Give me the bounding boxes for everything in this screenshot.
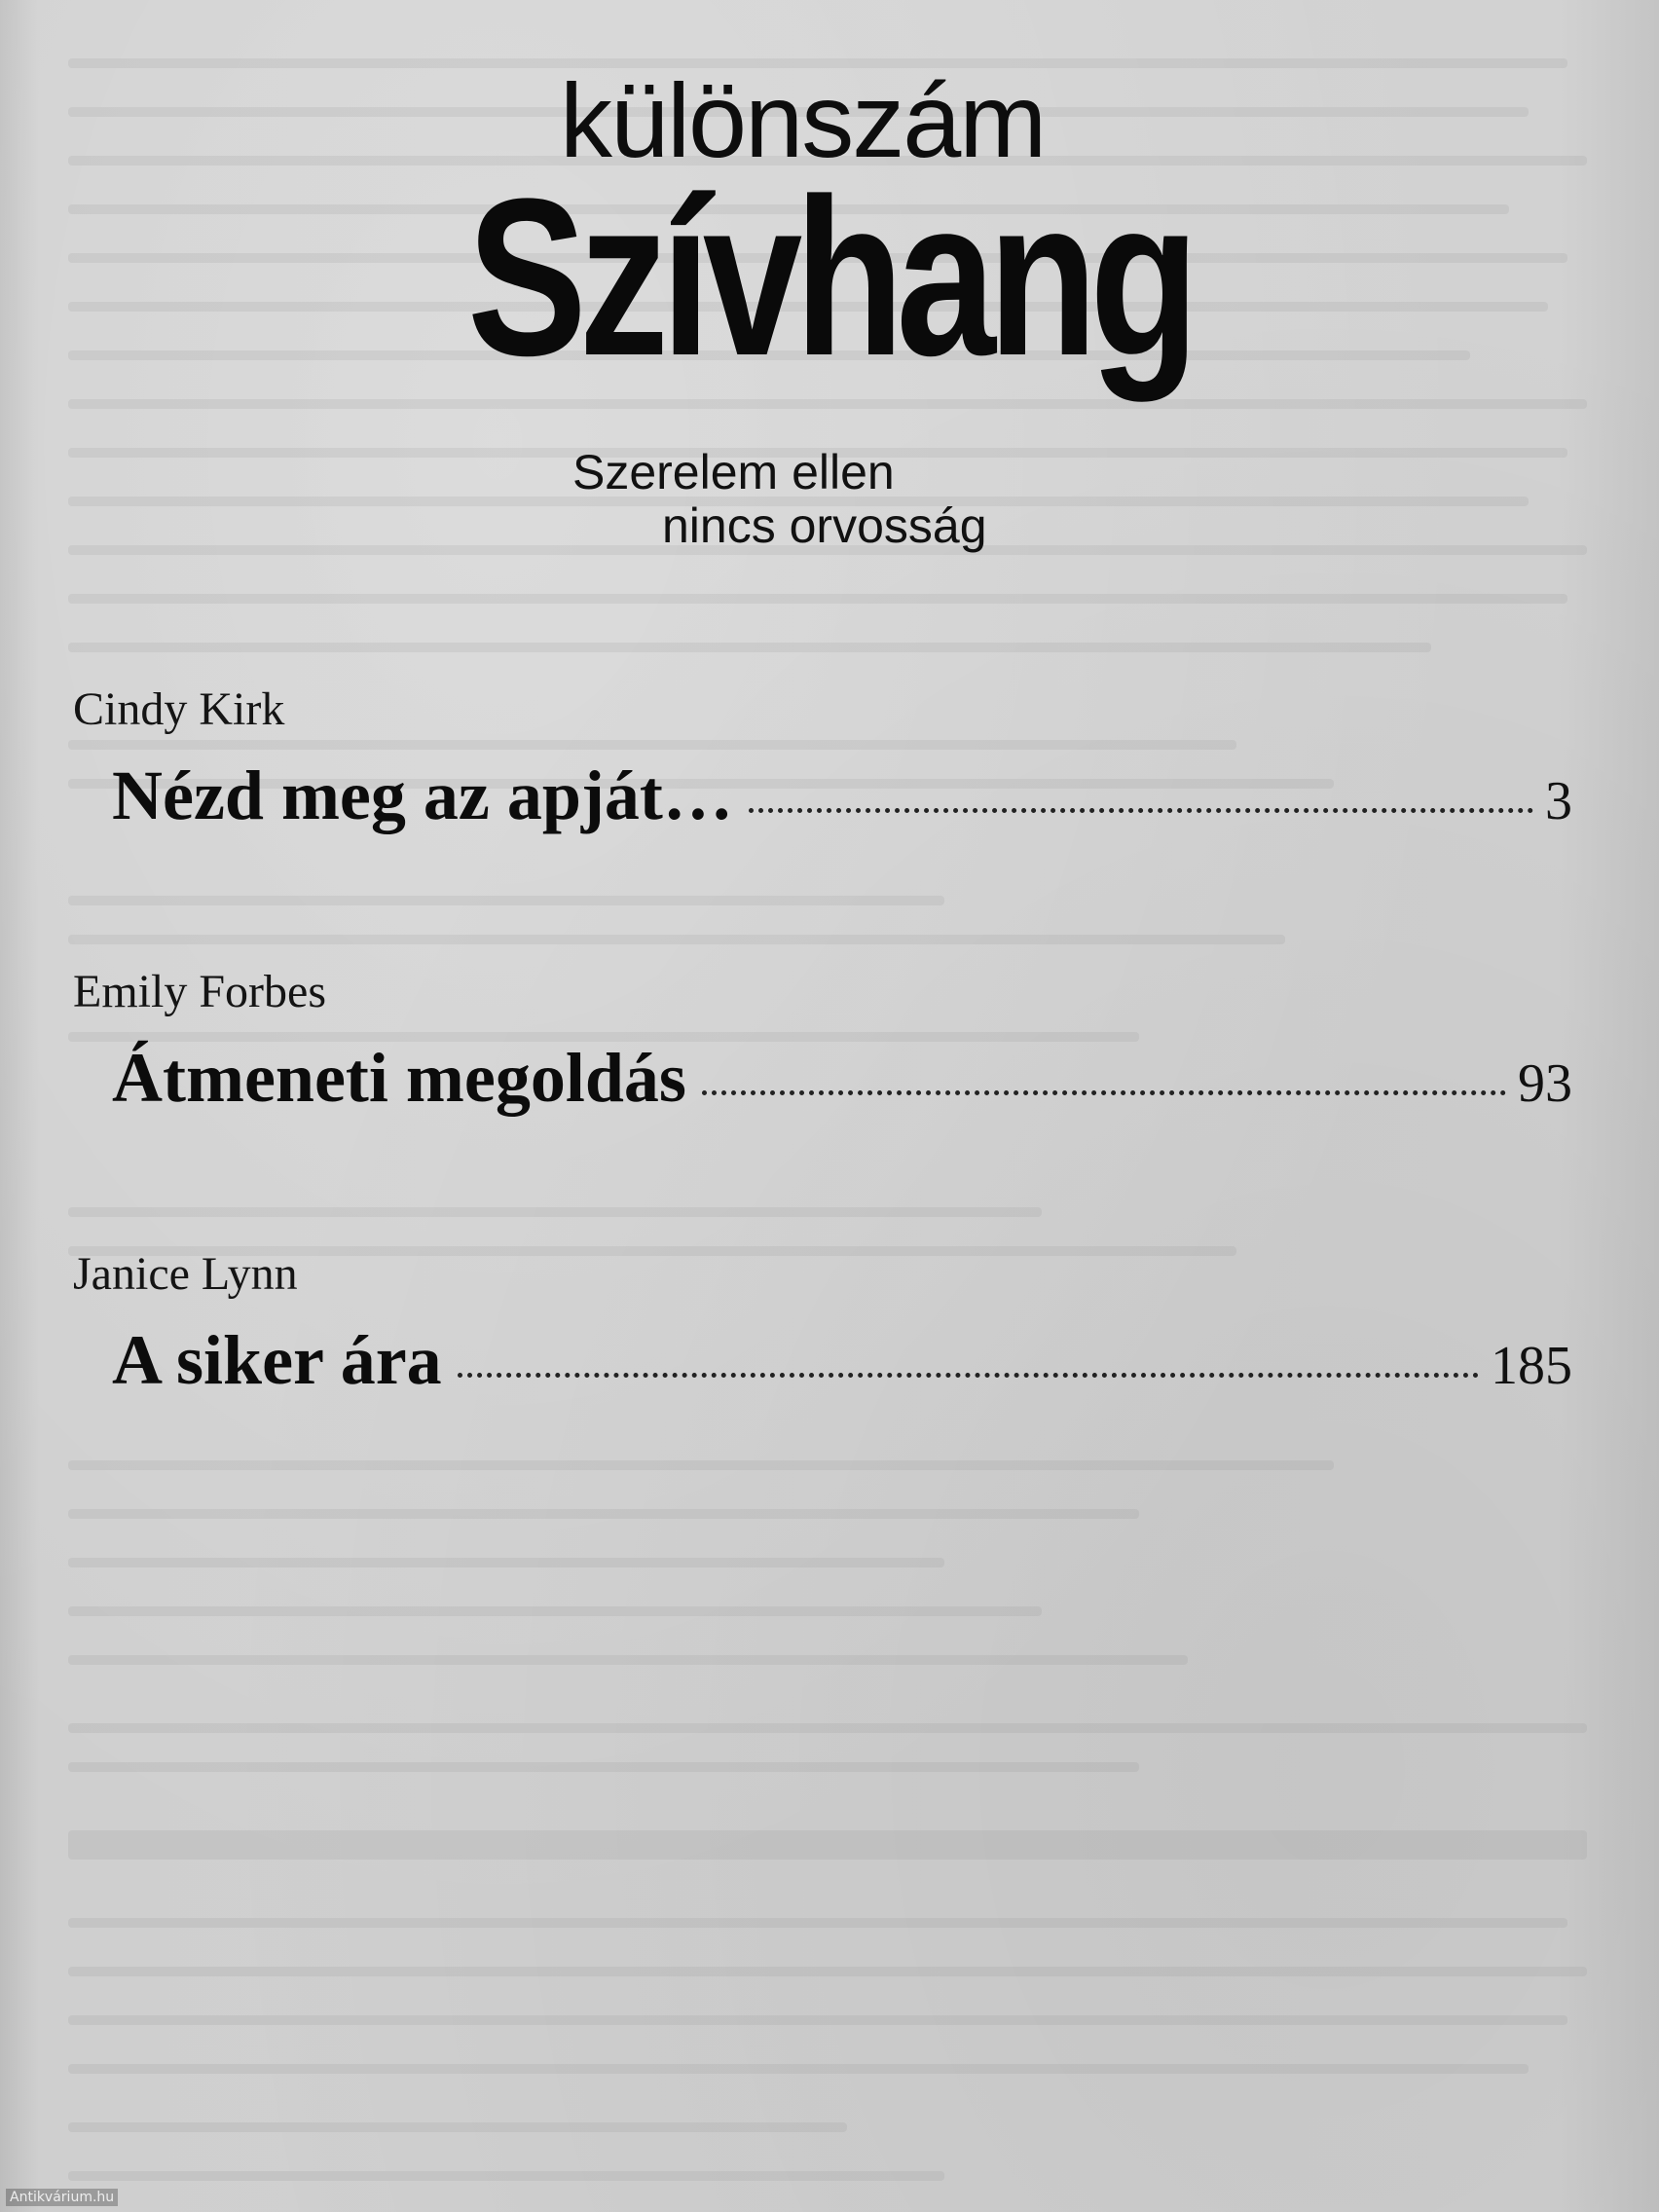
toc-entry (73, 683, 1572, 834)
toc-title: A siker ára (112, 1321, 442, 1399)
toc-page-number: 185 (1491, 1336, 1572, 1396)
toc-entry (73, 1248, 1572, 1399)
tagline-line-1: Szerelem ellen (572, 445, 895, 499)
dot-leader (702, 1090, 1506, 1095)
toc-author: Cindy Kirk (73, 683, 285, 735)
toc-title-row (73, 1321, 1572, 1399)
toc-page-number: 3 (1545, 771, 1572, 831)
dot-leader (458, 1373, 1479, 1378)
watermark: Antikvárium.hu (6, 2189, 118, 2206)
toc-title-row (73, 1039, 1572, 1117)
series-title: Szívhang (467, 152, 1192, 402)
toc-author: Janice Lynn (73, 1248, 298, 1300)
dot-leader (749, 808, 1533, 813)
toc-author: Emily Forbes (73, 966, 326, 1017)
toc-page-number: 93 (1518, 1053, 1572, 1114)
toc-entry (73, 966, 1572, 1117)
series-header (467, 61, 1192, 574)
toc-title: Nézd meg az apját… (112, 756, 733, 834)
toc-title-row (73, 756, 1572, 834)
toc-title: Átmeneti megoldás (112, 1039, 686, 1117)
series-kicker: különszám (560, 61, 1046, 179)
tagline-line-2: nincs orvosság (662, 498, 987, 553)
